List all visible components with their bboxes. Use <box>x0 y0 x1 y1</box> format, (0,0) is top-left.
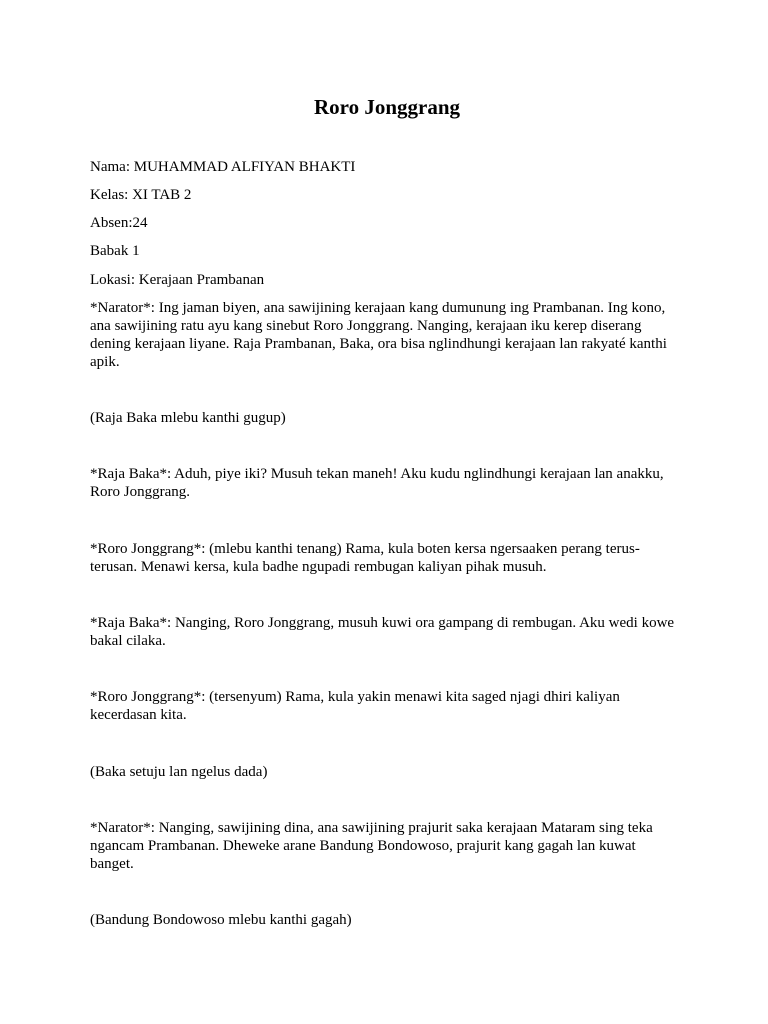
stage-direction-3: (Bandung Bondowoso mlebu kanthi gagah) <box>90 912 352 928</box>
document-title: Roro Jonggrang <box>313 95 461 119</box>
student-name-line: Nama: MUHAMMAD ALFIYAN BHAKTI <box>90 159 356 175</box>
dialogue-roro-jonggrang-2: *Roro Jonggrang*: (tersenyum) Rama, kula yakin menawi kita saged njagi dhiri kaliyan kecerdasan kita. <box>90 689 620 723</box>
dialogue-raja-baka-1: *Raja Baka*: Aduh, piye iki? Musuh tekan maneh! Aku kudu nglindhungi kerajaan lan anakku, Roro Jonggrang. <box>90 466 664 500</box>
stage-direction-1: (Raja Baka mlebu kanthi gugup) <box>90 410 286 426</box>
class-line: Kelas: XI TAB 2 <box>90 187 192 203</box>
stage-direction-2: (Baka setuju lan ngelus dada) <box>90 764 268 780</box>
absence-number-line: Absen:24 <box>90 215 148 231</box>
narrator-paragraph-1: *Narator*: Ing jaman biyen, ana sawijining kerajaan kang dumunung ing Prambanan. Ing kono, ana sawijining ratu ayu kang sinebut Roro Jonggrang. Nanging, kerajaan iku kerep diserang dening kerajaan liyane. Raja Prambanan, Baka, ora bisa nglindhungi kerajaan lan rakyaté kanthi apik. <box>90 300 667 370</box>
dialogue-roro-jonggrang-1: *Roro Jonggrang*: (mlebu kanthi tenang) Rama, kula boten kersa ngersaaken perang terus-terusan. Menawi kersa, kula badhe ngupadi rembugan kaliyan pihak musuh. <box>90 541 640 575</box>
act-heading: Babak 1 <box>90 243 140 259</box>
location-line: Lokasi: Kerajaan Prambanan <box>90 272 265 288</box>
dialogue-raja-baka-2: *Raja Baka*: Nanging, Roro Jonggrang, musuh kuwi ora gampang di rembugan. Aku wedi kowe bakal cilaka. <box>90 615 675 649</box>
narrator-paragraph-2: *Narator*: Nanging, sawijining dina, ana sawijining prajurit saka kerajaan Mataram sing teka ngancam Prambanan. Dheweke arane Bandung Bondowoso, prajurit kang gagah lan kuwat banget. <box>90 820 653 872</box>
